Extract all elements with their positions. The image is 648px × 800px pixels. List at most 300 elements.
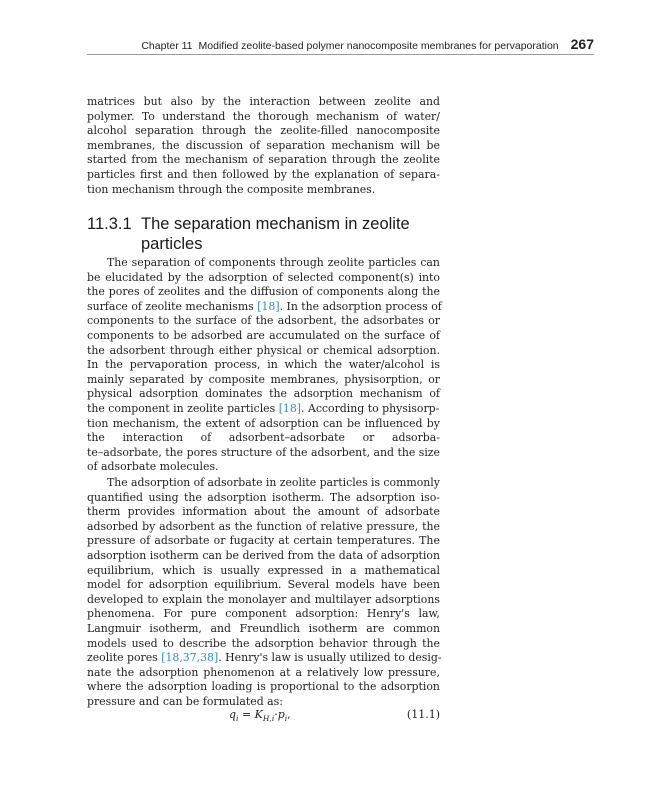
text-line [87,373,440,388]
word: temperatures. [336,534,416,548]
word: the [87,343,105,357]
word: by [142,519,156,533]
word: or [428,372,440,386]
text-line [87,578,440,593]
word: adsorption [380,680,440,694]
word: the [324,358,343,372]
word: separation [266,138,325,152]
word: as [218,519,231,533]
word: adsorption [208,270,268,284]
word: diffusion [250,285,299,299]
word: zeolite [279,476,317,489]
word: the [116,665,135,679]
word: Freundlich [239,621,300,635]
text-line [87,622,440,637]
section-title-line1: The separation mechanism in zeolite [141,215,410,233]
word: from [131,153,158,167]
chapter-label: Chapter 11 [141,40,193,52]
section-number: 11.3.1 [87,215,132,233]
word: extent [205,416,241,430]
word: the [185,270,204,284]
word: by [167,270,181,284]
word: adsorption [293,387,353,401]
word: the [397,445,416,459]
word: adsorbed [87,519,139,533]
word: the [105,358,123,372]
word: alcohol [87,124,127,138]
text-line [87,520,440,535]
word: pervaporation [129,358,208,372]
word: quantified [87,490,144,504]
word: elucidated [105,270,163,284]
word: is [203,563,213,577]
word: along [387,285,419,299]
word: through [169,343,215,357]
word: or [362,431,375,445]
word: law, [418,607,440,621]
word: proportional [270,680,339,694]
word: adsorption [207,490,267,504]
word: been [413,578,440,592]
word: by [273,167,287,181]
word: be [346,416,361,430]
word: and [419,95,440,108]
equation-formula: $q_i = K_{H,i}\cdot p_i$, [229,708,291,724]
word: mechanism [316,109,379,123]
text-line [87,153,440,168]
word: mechanism, [112,416,180,430]
word: to [147,592,159,606]
word: loading [211,680,253,694]
word: the [234,519,253,533]
word: be [87,270,101,284]
word: isotherm [149,548,199,562]
word: models [87,636,127,650]
text-line [87,271,440,286]
citation-link[interactable]: [18] [278,401,302,415]
word: be [173,328,187,342]
word: Several [287,578,330,592]
word: particles [319,476,368,489]
word: developed [87,592,144,606]
word: or [428,314,440,328]
word: the [289,445,308,459]
word: the [165,445,184,459]
text-line [87,593,440,608]
word: used [131,636,158,650]
word: derived [242,548,285,562]
word: can [202,548,222,562]
word: the [422,285,440,299]
word: can [420,256,440,269]
word: and [204,285,225,299]
word: mechanism [359,387,423,401]
section-heading [87,214,447,254]
word: zeolite [327,256,365,269]
word: of [272,270,283,284]
word: multilayer [314,592,372,606]
text-line: of adsorbate molecules. [87,460,219,474]
word: the [362,328,380,342]
word: membranes, [87,138,156,152]
word: can [323,416,343,430]
word: accumulated [269,328,340,342]
text-line [87,549,440,564]
text-line: zeolite pores [18,37,38]. Henry's law is usually utilized to desig- [87,651,442,665]
word: The [419,534,440,548]
word: composite [208,372,265,386]
word: of [302,285,313,299]
word: the [87,285,105,299]
word: mechanism [185,153,248,167]
word: interaction [249,95,311,108]
word: by [189,372,204,386]
word: adsorption [139,387,199,401]
word: zeolite-filled [280,124,349,138]
word: function [256,519,302,533]
word: physical [256,343,302,357]
paragraph-2 [87,476,440,710]
word: particles [368,256,417,269]
word: model [87,578,121,592]
equation-number: (11.1) [406,708,440,721]
text-line [87,168,440,183]
word: common [393,621,440,635]
word: by [426,416,440,430]
word: commonly [383,476,440,489]
word: provides [127,505,176,519]
section-title-line2: particles [141,235,203,253]
text-line [87,387,440,402]
word: which [284,358,318,372]
word: nanocomposite [356,124,440,138]
page-number: 267 [570,36,594,52]
word: the [231,636,250,650]
word: The [107,476,128,489]
word: relatively [306,665,359,679]
word: isotherm. [271,490,325,504]
word: the [206,592,225,606]
word: usually [220,563,260,577]
word: in [265,476,277,489]
word: surface [195,314,237,328]
word: discussion [185,138,244,152]
word: in [331,563,342,577]
word: of [366,505,378,519]
word: the [341,314,359,328]
word: is [371,476,381,489]
word: equilibrium, [87,563,155,577]
word: components [208,256,276,269]
word: the [173,314,192,328]
word: which [162,563,196,577]
word: for [126,578,143,592]
word: are [246,328,265,342]
word: physical [87,387,133,401]
word: from [287,548,314,562]
word: the [184,490,202,504]
word: adsorbent–adsorbate [228,431,345,445]
word: using [148,490,179,504]
text-line [87,637,440,652]
word: of [275,445,287,459]
word: amount [317,505,360,519]
word: the [254,124,273,138]
text-line [87,446,440,461]
word: adsorption: [295,607,359,621]
word: explain [162,592,203,606]
word: and [290,592,311,606]
word: separated [129,372,185,386]
word: of [429,387,440,401]
text-line [87,666,440,681]
word: mechanism [331,138,395,152]
equation-11-1 [87,708,440,726]
word: component(s) [338,270,414,284]
text-line [87,344,440,359]
word: then [192,167,218,181]
citation-link[interactable]: [18,37,38] [161,651,219,665]
text-line: the component in zeolite particles [18]. According to physisorp- [87,401,440,415]
word: of [240,314,252,328]
word: To [141,109,155,123]
word: but [143,95,163,108]
word: equilibrium. [214,578,282,592]
word: the [161,138,180,152]
word: adsorba- [391,431,440,445]
word: about [254,505,286,519]
word: zeolites [158,285,201,299]
word: to [158,328,170,342]
word: information [182,505,247,519]
word: of [139,534,151,548]
word: at [278,534,290,548]
word: adsorbent [159,519,215,533]
running-header [87,32,594,55]
text-line [87,534,440,549]
word: pores [108,285,140,299]
word: through [279,256,324,269]
word: fugacity [229,534,275,548]
word: are [366,621,385,635]
word: separation [131,256,191,269]
word: on [344,328,358,342]
word: nate [87,665,112,679]
word: the [422,636,440,650]
text-line: surface of zeolite mechanisms [18]. In the adsorption process of [87,299,442,313]
word: adsorption [254,636,314,650]
word: the [422,519,440,533]
text-line [87,110,440,125]
word: particles [87,167,136,181]
word: the [380,153,399,167]
word: of [193,476,205,489]
word: models [335,578,375,592]
word: adsorbent, [310,445,371,459]
word: components [87,314,154,328]
word: interaction [122,431,184,445]
word: adsorption [356,490,416,504]
word: the [228,285,247,299]
word: the [232,109,251,123]
word: certain [293,534,333,548]
word: and [167,167,188,181]
word: adsorbate [207,476,263,489]
word: Langmuir [87,621,141,635]
word: be [426,138,440,152]
word: into [418,270,440,284]
text-line [87,431,440,446]
word: by [201,95,215,108]
paragraph-1 [87,256,440,475]
text-line [87,139,440,154]
word: pure [190,607,217,621]
word: the [87,431,105,445]
word: separation [268,153,327,167]
word: also [170,95,193,108]
word: pressure, [388,665,440,679]
word: adsorbent, [277,314,337,328]
text-line [87,607,440,622]
word: polymer. [87,109,135,123]
word: or [213,534,226,548]
word: at [279,665,291,679]
text-line [87,256,440,271]
word: adsorption [131,476,191,489]
chapter-title: Modified zeolite-based polymer nanocomposite membranes for pervaporation [198,40,559,52]
word: thorough [258,109,309,123]
word: the [162,153,181,167]
word: of [383,167,395,181]
word: separation [134,124,194,138]
word: adsorbate [384,505,440,519]
word: adsorption [147,680,208,694]
word: components [87,328,154,342]
word: a [295,665,302,679]
word: of [305,519,317,533]
word: where [87,680,122,694]
word: either [218,343,252,357]
text-line [87,358,440,373]
word: of [249,138,261,152]
intro-paragraph [87,95,440,197]
word: phenomenon [203,665,275,679]
word: tion [87,416,109,430]
word: isotherm [308,621,358,635]
text-line [87,329,440,344]
word: between [318,95,366,108]
word: or [306,343,319,357]
word: of [194,256,205,269]
word: te–adsorbate, [87,445,162,459]
word: explanation [314,167,379,181]
word: surface [384,328,426,342]
word: physisorption, [344,372,423,386]
word: therm [87,505,121,519]
word: iso- [420,490,440,504]
word: influenced [364,416,423,430]
word: first [139,167,163,181]
text-line [87,95,440,110]
word: followed [222,167,269,181]
word: of [429,328,440,342]
word: is [430,358,440,372]
text-line [87,505,440,520]
word: the [223,95,241,108]
citation-link[interactable]: [18] [257,299,280,313]
text-line [87,491,440,506]
word: and [210,621,232,635]
word: of [386,109,397,123]
word: to [343,680,355,694]
word: structure [220,445,273,459]
word: adsorptions [375,592,440,606]
word: zeolite [374,95,411,108]
word: adsorption [259,416,319,430]
word: adsorption [139,665,199,679]
word: and [373,445,394,459]
word: mathematical [364,563,440,577]
word: behavior [319,636,368,650]
word: Henry's [366,607,410,621]
word: adsorption [380,548,440,562]
word: is [256,680,266,694]
word: the [317,548,336,562]
word: process, [214,358,261,372]
word: pressure, [366,519,419,533]
word: For [163,607,183,621]
word: describe [179,636,227,650]
word: adsorbed [191,328,243,342]
word: the [183,416,202,430]
word: isotherm, [149,621,202,635]
word: monolayer [228,592,287,606]
word: separa- [399,167,440,181]
word: adsorbates [363,314,424,328]
text-line [87,285,440,300]
word: In [87,358,99,372]
word: through [201,124,247,138]
word: adsorbate [154,534,210,548]
word: chemical [323,343,373,357]
word: of [200,431,212,445]
word: will [400,138,421,152]
word: to [158,314,170,328]
text-line [87,564,440,579]
word: have [380,578,407,592]
word: of [244,416,256,430]
word: The [107,256,128,269]
word: pressure [87,534,136,548]
word: be [225,548,239,562]
word: mainly [87,372,124,386]
word: to [162,636,174,650]
word: the [358,680,377,694]
word: dominates [205,387,263,401]
word: adsorption [148,578,209,592]
word: water/ [404,109,440,123]
text-line [87,417,440,432]
word: the [125,680,144,694]
word: size [418,445,440,459]
word: adsorption [87,548,147,562]
text-line [87,680,440,695]
word: of [366,548,378,562]
word: through [331,153,376,167]
word: the [292,505,311,519]
word: the [291,167,310,181]
word: The [329,490,351,504]
